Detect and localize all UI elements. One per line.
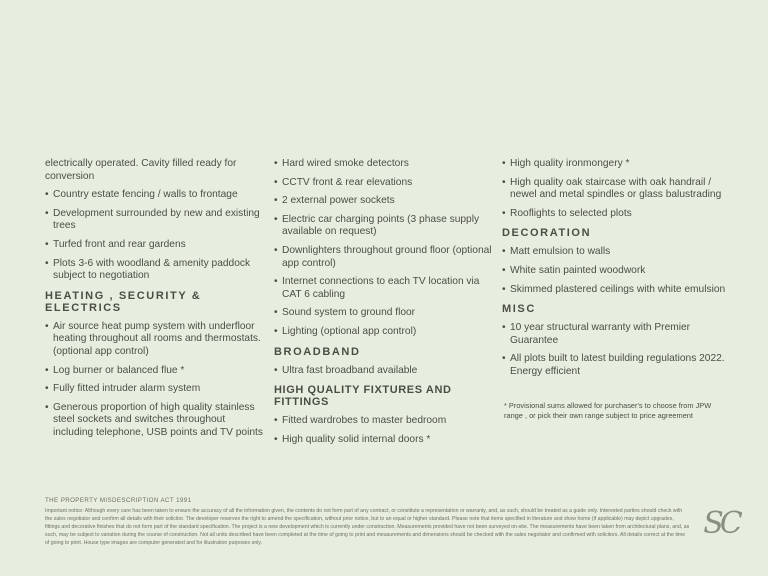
logo-graphic	[700, 504, 742, 540]
list-item: • High quality solid internal doors *	[274, 434, 496, 447]
list-item: • Electric car charging points (3 phase supply available on request)	[274, 214, 496, 239]
list-item: • All plots built to latest building regulations 2022. Energy efficient	[502, 353, 728, 378]
list-item: • Air source heat pump system with underfloor heating throughout all rooms and thermostats. (optional app control)	[45, 321, 267, 359]
legal-notice-title: THE PROPERTY MISDESCRIPTION ACT 1991	[45, 497, 192, 504]
list-item: • Hard wired smoke detectors	[274, 158, 496, 171]
list-item: • Country estate fencing / walls to frontage	[45, 189, 267, 202]
list-item: • Downlighters throughout ground floor (optional app control)	[274, 245, 496, 270]
legal-notice-body: Important notice: Although every care has been taken to ensure the accuracy of all the information given, the contents do not form part of any contract, or constitute a representation or warranty, and, as such, should be treated as a guide only. Interested parties should check with the sales negotiator and confirm all details with their solicitor. The developer reserves the right to amend the specification, without prior notice, but to an equal or higher standard. Please note that items specified in literature and show home (if applicable) may depict upgrades, fittings and decorative finishes that do not form part of the standard specification. The project is a new development which is currently under construction. Measurements provided have not been surveyed on-site. The measurements have been taken from architectural plans, and, as such, may be subject to variation during the course of construction. Not all units described have been completed at the time of going to print and measurements and dimensions should be checked with the sales negotiator and confirmed with solicitors. All details correct at the time of going to print. House type images are computer generated and for illustration purposes only.	[45, 508, 690, 546]
list-item: • Skimmed plastered ceilings with white emulsion	[502, 284, 728, 297]
joinery-list	[502, 158, 728, 220]
decoration-list	[502, 246, 728, 296]
list-item: • Rooflights to selected plots	[502, 208, 728, 221]
sc-monogram-logo	[700, 504, 742, 540]
grounds-list	[45, 189, 267, 283]
column-middle	[274, 158, 496, 452]
electrics-list	[274, 158, 496, 339]
list-item: • Ultra fast broadband available	[274, 365, 496, 378]
list-item: • Fully fitted intruder alarm system	[45, 383, 267, 396]
list-item: • Fitted wardrobes to master bedroom	[274, 415, 496, 428]
list-item: • Internet connections to each TV location via CAT 6 cabling	[274, 276, 496, 301]
broadband-list	[274, 365, 496, 378]
fixtures-list	[274, 415, 496, 446]
list-item: • Log burner or balanced flue *	[45, 365, 267, 378]
list-item: • White satin painted woodwork	[502, 265, 728, 278]
column-left	[45, 158, 267, 446]
heading-heating-security: HEATING , SECURITY & ELECTRICS	[45, 289, 202, 314]
list-item: • Sound system to ground floor	[274, 307, 496, 320]
list-item: • Generous proportion of high quality stainless steel sockets and switches throughout including telephone, USB points and TV points	[45, 402, 267, 440]
heating-list	[45, 321, 267, 440]
list-item: • 10 year structural warranty with Premier Guarantee	[502, 322, 728, 347]
intro-text: electrically operated. Cavity filled ready for conversion	[45, 158, 237, 182]
heading-misc: MISC	[502, 303, 536, 316]
heading-fixtures-fittings: HIGH QUALITY FIXTURES AND FITTINGS	[274, 384, 452, 409]
misc-list	[502, 322, 728, 378]
list-item: • Development surrounded by new and existing trees	[45, 208, 267, 233]
list-item: • Lighting (optional app control)	[274, 326, 496, 339]
heading-broadband: BROADBAND	[274, 345, 361, 358]
list-item: • CCTV front & rear elevations	[274, 177, 496, 190]
list-item: • Turfed front and rear gardens	[45, 239, 267, 252]
list-item: • High quality oak staircase with oak handrail / newel and metal spindles or glass balustrading	[502, 177, 728, 202]
column-right	[502, 158, 728, 421]
svg-text:SC: SC	[703, 506, 739, 540]
list-item: • Matt emulsion to walls	[502, 246, 728, 259]
heading-decoration: DECORATION	[502, 227, 592, 240]
legal-notice	[45, 497, 690, 547]
list-item: • Plots 3-6 with woodland & amenity paddock subject to negotiation	[45, 258, 267, 283]
list-item: • 2 external power sockets	[274, 195, 496, 208]
provisional-sums-footnote: * Provisional sums allowed for purchaser's to choose from JPW range , or pick their own range subject to price agreement	[504, 400, 712, 420]
list-item: • High quality ironmongery *	[502, 158, 728, 171]
